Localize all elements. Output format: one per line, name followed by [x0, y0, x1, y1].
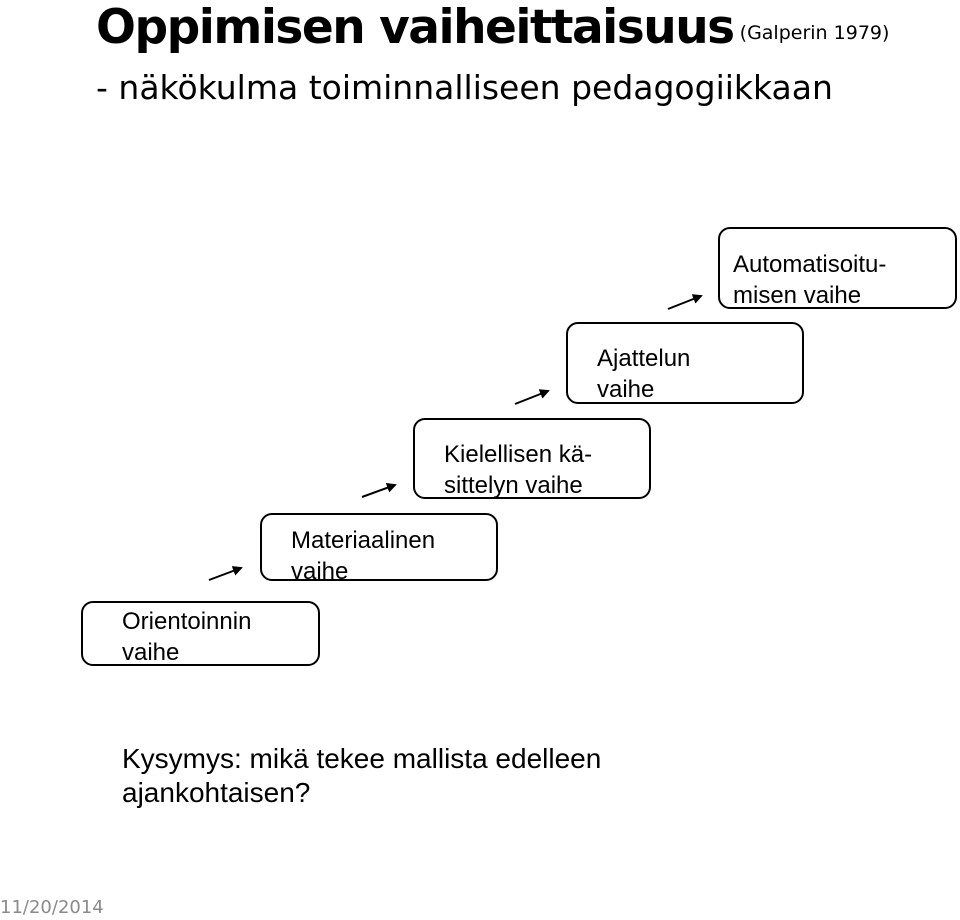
arrow-2 [362, 485, 395, 497]
slide-subtitle: - näkökulma toiminnalliseen pedagogiikkaan [96, 68, 833, 107]
arrow-4 [668, 296, 701, 309]
step-label-verbal: Kielellisen kä- sittelyn vaihe [444, 441, 593, 499]
footer-date: 11/20/2014 [0, 897, 104, 918]
question-text: Kysymys: mikä tekee mallista edelleen ajankohtaisen? [122, 743, 602, 808]
step-label-orientation: Orientoinnin vaihe [122, 608, 252, 666]
arrow-1 [209, 568, 241, 580]
arrow-3 [515, 391, 548, 404]
step-label-thinking: Ajattelun vaihe [597, 345, 691, 403]
step-label-material: Materiaalinen vaihe [291, 527, 436, 585]
step-label-automation: Automatisoitu- misen vaihe [733, 251, 887, 309]
title-main: Oppimisen vaiheittaisuus [96, 0, 734, 55]
title-citation: (Galperin 1979) [739, 22, 890, 44]
